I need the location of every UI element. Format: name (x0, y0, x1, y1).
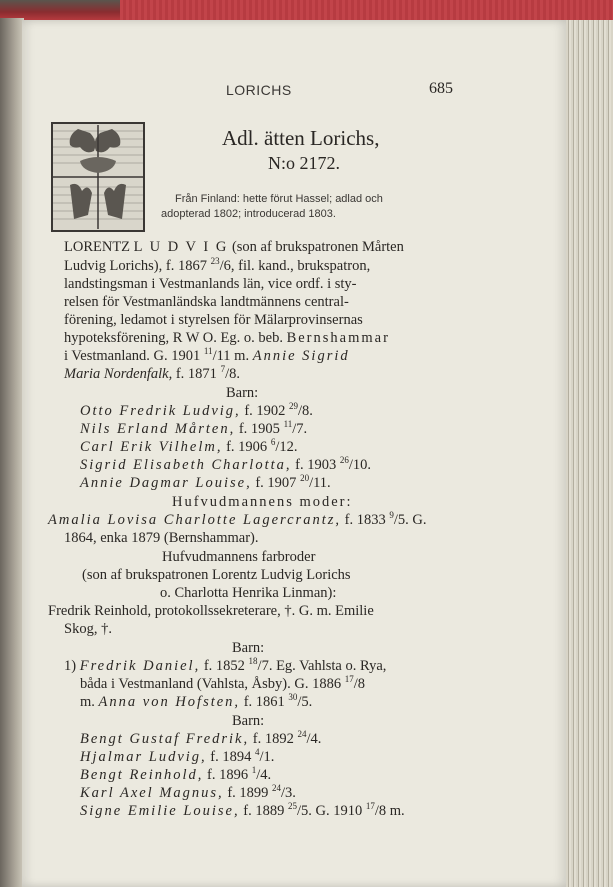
head-entry-line-5: förening, ledamot i styrelsen för Mälarprovinsernas (64, 312, 363, 328)
estate-name: Bernshammar (286, 330, 390, 346)
mother-line-2: 1864, enka 1879 (Bernshammar). (64, 530, 259, 546)
day-superscript: 11 (203, 346, 213, 356)
text-run: f. 1871 (172, 366, 221, 382)
mother-name: Amalia Lovisa Charlotte Lagercrantz, (48, 512, 341, 528)
day-superscript: 11 (283, 419, 293, 429)
coat-of-arms-image (50, 121, 146, 233)
head-given-name: L U D V I G (133, 239, 229, 255)
birth-year: f. 1899 (223, 785, 273, 801)
day-superscript: 17 (365, 801, 375, 811)
day-superscript: 18 (248, 656, 258, 666)
child-name: Sigrid Elisabeth Charlotta, (80, 457, 292, 473)
children-heading: Barn: (226, 385, 259, 401)
book-spine-gutter (0, 18, 24, 887)
day-superscript: 25 (287, 801, 297, 811)
child-entry (80, 438, 297, 456)
birth-year: f. 1896 (203, 767, 252, 783)
day-superscript: 7 (220, 364, 226, 374)
month: /5. G. 1910 (296, 803, 366, 819)
grandchild-name: Hjalmar Ludvig, (80, 749, 207, 765)
text-run: /6, fil. kand., brukspatron, (219, 258, 371, 274)
entry-number: 1) (64, 658, 80, 674)
day-superscript: 6 (270, 437, 276, 447)
text-run: Ludvig Lorichs), f. 1867 (64, 258, 211, 274)
day-superscript: 24 (272, 783, 282, 793)
uncle-line-4: Skog, †. (64, 621, 112, 637)
day-superscript: 24 (297, 729, 307, 739)
son-line-2 (80, 675, 365, 693)
uncle-line-3: Fredrik Reinhold, protokollssekreterare, †. G. m. Emilie (48, 603, 374, 619)
birth-year: f. 1906 (222, 439, 271, 455)
children-heading-2: Barn: (232, 640, 265, 656)
text-run: båda i Vestmanland (Vahlsta, Åsby). G. 1886 (80, 676, 345, 692)
son-line-1 (64, 657, 386, 675)
book-cover-edge (0, 0, 613, 20)
text-run: i Vestmanland. G. 1901 (64, 348, 204, 364)
head-name: LORENTZ (64, 239, 131, 255)
day-superscript: 9 (389, 510, 394, 520)
uncle-parentage-2: o. Charlotta Henrika Linman): (160, 585, 337, 601)
head-entry-line-1 (64, 238, 404, 256)
birth-year: f. 1903 (291, 457, 340, 473)
grandchild-entry (80, 784, 296, 802)
head-parentage: (son af brukspatronen Mårten (231, 239, 404, 255)
child-entry (80, 474, 331, 492)
grandchild-entry (80, 748, 274, 766)
head-entry-line-8 (64, 365, 240, 383)
head-entry-line-4: relsen för Vestmanländska landtmännens central- (64, 294, 349, 310)
day-superscript: 30 (288, 692, 298, 702)
child-entry (80, 402, 313, 420)
uncle-parentage-1: (son af brukspatronen Lorentz Ludvig Lorichs (82, 567, 351, 583)
month: /7. (292, 421, 308, 437)
page-number: 685 (429, 80, 453, 97)
text-run: /7. Eg. Vahlsta o. Rya, (257, 658, 387, 674)
month: /1. (259, 749, 275, 765)
birth-year: f. 1902 (240, 403, 290, 419)
month: /12. (275, 439, 298, 455)
day-superscript: 20 (300, 473, 310, 483)
grandchild-name: Karl Axel Magnus, (80, 785, 224, 801)
cloth-binding (120, 0, 613, 20)
child-name: Carl Erik Vilhelm, (80, 439, 223, 455)
month: /3. (281, 785, 296, 801)
day-superscript: 1 (251, 765, 257, 775)
uncle-heading: Hufvudmannens farbroder (162, 549, 316, 565)
child-name: Otto Fredrik Ludvig, (80, 403, 241, 419)
spouse-name-cont: Maria Nordenfalk, (64, 366, 173, 382)
day-superscript: 17 (344, 674, 354, 684)
birth-year: f. 1907 (251, 475, 301, 491)
birth-year: f. 1894 (206, 749, 256, 765)
birth-year: f. 1852 (200, 658, 249, 674)
birth-year: f. 1833 (341, 512, 390, 528)
head-entry-line-6 (64, 329, 390, 347)
page-stack-edge (566, 20, 613, 887)
month: /8. (298, 403, 313, 419)
month: /8 m. (374, 803, 405, 819)
origin-line-1: Från Finland: hette förut Hassel; adlad och (175, 193, 383, 205)
grandchild-entry (80, 802, 405, 820)
month: /5. (297, 694, 313, 710)
grandchild-entry (80, 730, 321, 748)
birth-year: f. 1892 (249, 731, 298, 747)
head-entry-line-7 (64, 347, 350, 365)
grandchild-entry (80, 766, 271, 784)
grandchild-name: Bengt Reinhold, (80, 767, 204, 783)
family-title: Adl. ätten Lorichs, (222, 126, 380, 150)
mother-line-1 (48, 511, 426, 529)
grandchild-name: Bengt Gustaf Fredrik, (80, 731, 250, 747)
mother-heading: Hufvudmannens moder: (172, 494, 353, 510)
child-name: Nils Erland Mårten, (80, 421, 236, 437)
text-run: /5. G. (393, 512, 427, 528)
day-superscript: 4 (255, 747, 260, 757)
day-superscript: 26 (339, 455, 349, 465)
birth-year: f. 1889 (239, 803, 288, 819)
day-superscript: 23 (210, 256, 220, 266)
head-entry-line-3: landstingsman i Vestmanlands län, vice ordf. i sty- (64, 276, 357, 292)
text-run: /8. (225, 366, 240, 382)
month: /4. (306, 731, 322, 747)
head-entry-line-2 (64, 257, 370, 275)
month: /10. (348, 457, 371, 473)
grandchild-name: Signe Emilie Louise, (80, 803, 240, 819)
birth-year: f. 1905 (235, 421, 284, 437)
month: /8 (353, 676, 365, 692)
child-entry (80, 420, 307, 438)
origin-line-2: adopterad 1802; introducerad 1803. (161, 208, 336, 220)
text-run: hypoteksförening, R W O. Eg. o. beb. (64, 330, 287, 346)
child-name: Annie Dagmar Louise, (80, 475, 252, 491)
son-name: Fredrik Daniel, (79, 658, 201, 674)
son-spouse-name: Anna von Hofsten, (98, 694, 241, 710)
child-entry (80, 456, 371, 474)
children-heading-3: Barn: (232, 713, 265, 729)
month: /4. (256, 767, 272, 783)
running-head: LORICHS (226, 82, 292, 98)
birth-year: f. 1861 (240, 694, 289, 710)
family-number: N:o 2172. (268, 153, 340, 173)
spouse-name: Annie Sigrid (252, 348, 350, 364)
month: /11. (309, 475, 331, 491)
day-superscript: 29 (289, 401, 299, 411)
text-run: m. (80, 694, 99, 710)
son-line-3 (80, 693, 312, 711)
text-run: /11 m. (212, 348, 253, 364)
